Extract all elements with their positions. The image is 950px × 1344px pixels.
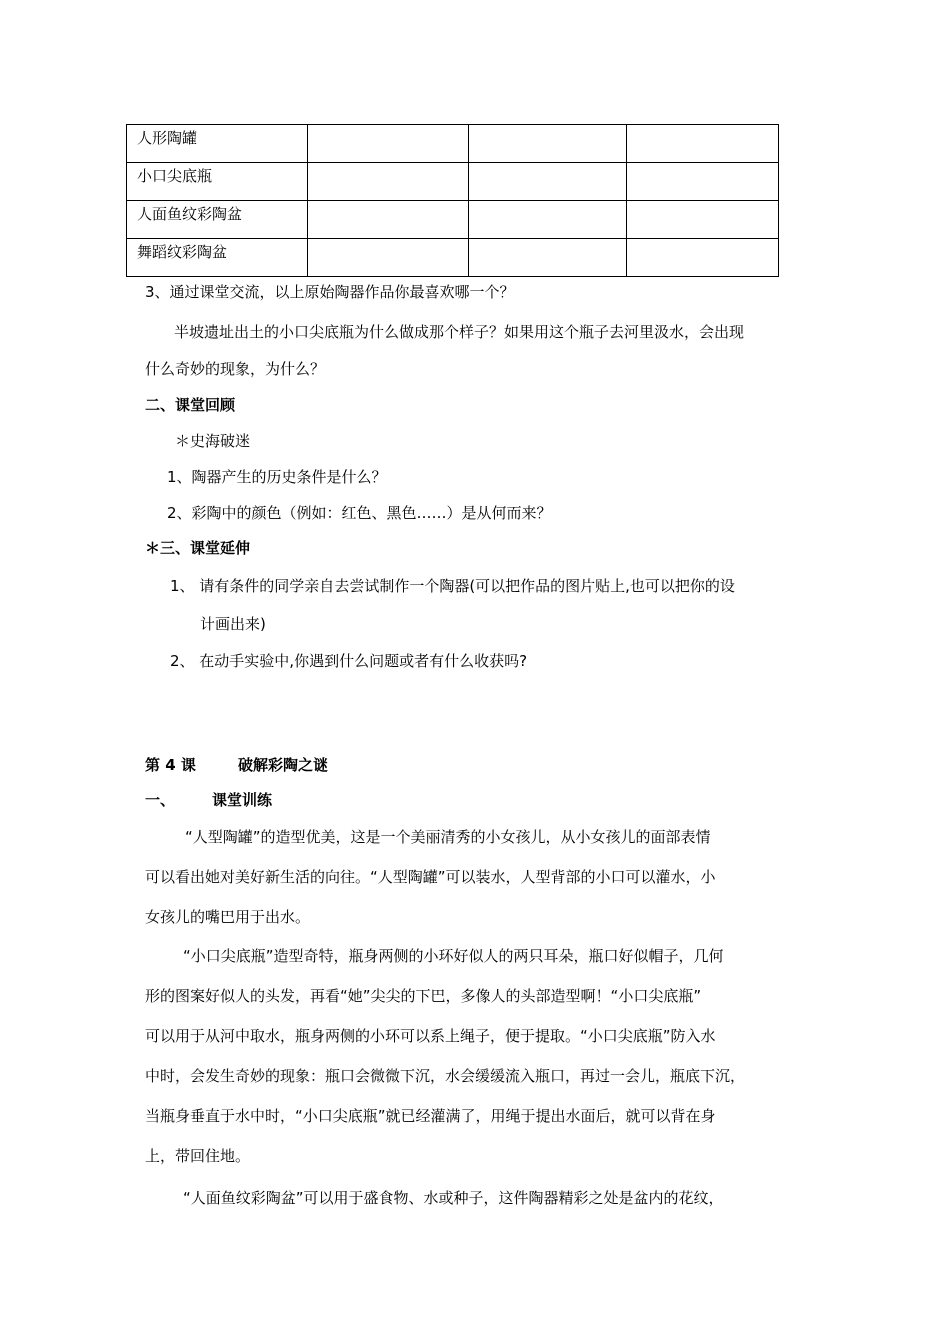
table-cell (627, 125, 779, 163)
section-3-question-1-line-2: 计画出来) (200, 615, 266, 633)
table-cell (627, 239, 779, 277)
table-cell (308, 239, 469, 277)
paragraph-line: “人面鱼纹彩陶盆”可以用于盛食物、水或种子，这件陶器精彩之处是盆内的花纹， (183, 1189, 724, 1207)
section-2-heading: 二、课堂回顾 (145, 396, 236, 414)
table-cell-name: 舞蹈纹彩陶盆 (127, 239, 308, 277)
table-cell (469, 163, 627, 201)
table-cell (469, 239, 627, 277)
paragraph-3 (145, 1178, 810, 1218)
lesson-title: 破解彩陶之谜 (238, 756, 329, 774)
section-2-question-1: 1、陶器产生的历史条件是什么？ (167, 468, 387, 486)
lesson-number: 第 4 课 (145, 756, 196, 774)
table-cell (308, 163, 469, 201)
section-2-question-2: 2、彩陶中的颜色（例如：红色、黑色……）是从何而来？ (167, 504, 552, 522)
pottery-table (126, 124, 779, 277)
paragraph-line: 中时，会发生奇妙的现象：瓶口会微微下沉，水会缓缓流入瓶口，再过一会儿，瓶底下沉， (145, 1067, 746, 1085)
table-cell (469, 125, 627, 163)
table-row (127, 201, 779, 239)
question-3-detail-line-1: 半坡遗址出土的小口尖底瓶为什么做成那个样子？如果用这个瓶子去河里汲水，会出现 (174, 323, 745, 341)
table-cell (469, 201, 627, 239)
paragraph-line: 可以用于从河中取水，瓶身两侧的小环可以系上绳子，便于提取。“小口尖底瓶”防入水 (145, 1027, 716, 1045)
paragraph-1 (145, 817, 810, 937)
table-cell-name: 小口尖底瓶 (127, 163, 308, 201)
table-row (127, 163, 779, 201)
question-3-detail-line-2: 什么奇妙的现象，为什么？ (145, 360, 326, 378)
question-3: 3、通过课堂交流，以上原始陶器作品你最喜欢哪一个？ (145, 283, 515, 301)
table-cell (627, 163, 779, 201)
section-3-question-2: 2、 在动手实验中,你遇到什么问题或者有什么收获吗? (170, 652, 528, 670)
paragraph-line: “小口尖底瓶”造型奇特，瓶身两侧的小环好似人的两只耳朵，瓶口好似帽子，几何 (183, 947, 724, 965)
paragraph-2 (145, 936, 810, 1176)
table-cell (627, 201, 779, 239)
section-2-subheading: ＊史海破迷 (175, 432, 251, 450)
paragraph-line: 当瓶身垂直于水中时，“小口尖底瓶”就已经灌满了，用绳于提出水面后，就可以背在身 (145, 1107, 716, 1125)
lesson-section-1-number: 一、 (145, 791, 176, 809)
section-3-heading: ＊三、课堂延伸 (145, 539, 251, 557)
table-cell-name: 人面鱼纹彩陶盆 (127, 201, 308, 239)
paragraph-line: 女孩儿的嘴巴用于出水。 (145, 908, 311, 926)
paragraph-line: 可以看出她对美好新生活的向往。“人型陶罐”可以装水，人型背部的小口可以灌水，小 (145, 868, 716, 886)
table-row (127, 239, 779, 277)
lesson-section-1-title: 课堂训练 (212, 791, 273, 809)
paragraph-line: 上，带回住地。 (145, 1147, 251, 1165)
table-row (127, 125, 779, 163)
paragraph-line: 形的图案好似人的头发，再看“她”尖尖的下巴，多像人的头部造型啊！“小口尖底瓶” (145, 987, 702, 1005)
table-cell (308, 125, 469, 163)
table-cell-name: 人形陶罐 (127, 125, 308, 163)
paragraph-line: “人型陶罐”的造型优美，这是一个美丽清秀的小女孩儿，从小女孩儿的面部表情 (185, 828, 711, 846)
table-cell (308, 201, 469, 239)
section-3-question-1-line-1: 1、 请有条件的同学亲自去尝试制作一个陶器(可以把作品的图片贴上,也可以把你的设 (170, 577, 735, 595)
